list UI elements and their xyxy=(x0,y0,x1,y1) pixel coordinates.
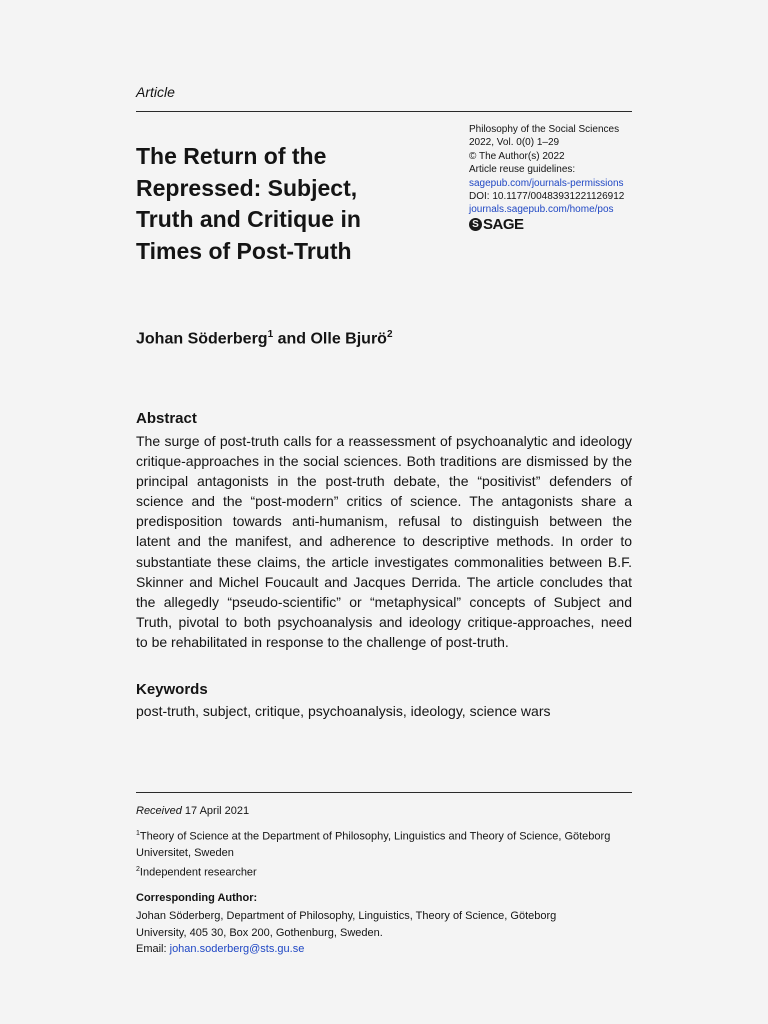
email-label: Email: xyxy=(136,943,170,955)
affiliation-marker: 2 xyxy=(386,329,393,340)
journal-homepage-link[interactable]: journals.sagepub.com/home/pos xyxy=(469,204,614,216)
abstract-line: critique-approaches in the social sciences. Both traditions are dismissed by the xyxy=(136,453,632,470)
article-type-label: Article xyxy=(136,84,175,100)
sage-logo-icon: S xyxy=(469,218,482,231)
affiliation-marker: 2 xyxy=(136,865,140,873)
author-name: Olle Bjurö xyxy=(310,330,387,348)
abstract-line: substantiate these claims, the article investigates commonalities between B.F. xyxy=(136,553,632,570)
publisher-logo xyxy=(469,215,624,233)
abstract-line: predisposition towards anti-humanism, refusal to distinguish between the xyxy=(136,513,632,530)
publisher-name: SAGE xyxy=(483,215,524,233)
email-link[interactable]: johan.soderberg@sts.gu.se xyxy=(169,943,305,955)
author-conjunction: and xyxy=(273,330,311,348)
doi-line: DOI: 10.1177/00483931221126912 xyxy=(469,191,625,203)
reuse-label: Article reuse guidelines: xyxy=(469,164,576,176)
author-name: Johan Söderberg xyxy=(136,330,268,348)
corresponding-address-line: Johan Söderberg, Department of Philosophy, Linguistics, Theory of Science, Göteborg xyxy=(136,910,557,922)
received-value: 17 April 2021 xyxy=(181,805,250,817)
received-date xyxy=(136,805,249,817)
article-title xyxy=(136,141,436,267)
affiliation-text: Theory of Science at the Department of Philosophy, Linguistics and Theory of Science, Göteborg xyxy=(139,830,611,843)
corresponding-address-line: University, 405 30, Box 200, Gothenburg, Sweden. xyxy=(136,926,383,939)
corresponding-author-details xyxy=(136,908,556,958)
affiliations xyxy=(136,826,636,881)
received-label: Received xyxy=(136,805,182,817)
title-line: Repressed: Subject, xyxy=(136,174,358,201)
abstract-line: The surge of post-truth calls for a reassessment of psychoanalytic and ideology xyxy=(136,433,632,449)
abstract-line: latent and the manifest, and adherence to descriptive methods. In order to xyxy=(136,533,632,550)
corresponding-author-heading: Corresponding Author: xyxy=(136,892,258,904)
abstract-heading: Abstract xyxy=(136,410,197,427)
affiliation-1 xyxy=(136,826,636,845)
abstract-text xyxy=(136,431,632,652)
permissions-link[interactable]: sagepub.com/journals-permissions xyxy=(469,177,624,189)
affiliation-2 xyxy=(136,862,636,881)
affiliation-marker: 1 xyxy=(136,830,140,837)
keywords-heading: Keywords xyxy=(136,681,208,698)
abstract-line: to be rehabilitated in response to the challenge of post-truth. xyxy=(136,633,509,650)
affiliation-1-continued: Universitet, Sweden xyxy=(136,847,234,860)
journal-name: Philosophy of the Social Sciences xyxy=(469,124,620,135)
top-divider xyxy=(136,111,632,112)
title-line: Truth and Critique in xyxy=(136,206,361,232)
abstract-line: Skinner and Michel Foucault and Jacques Derrida. The article concludes that xyxy=(136,573,632,590)
abstract-line: science and the “post-modern” critics of science. The antagonists share a xyxy=(136,493,632,510)
affiliation-marker: 1 xyxy=(267,329,274,340)
copyright-line: © The Author(s) 2022 xyxy=(469,150,565,162)
affiliation-text: Independent researcher xyxy=(139,866,257,879)
author-line xyxy=(136,329,393,348)
abstract-line: the allegedly “pseudo-scientific” or “metaphysical” concepts of Subject and xyxy=(136,593,632,610)
abstract-line: principal antagonists in the post-truth debate, the “positivist” defenders of xyxy=(136,473,632,490)
keywords-list: post-truth, subject, critique, psychoanalysis, ideology, science wars xyxy=(136,703,551,719)
corresponding-email xyxy=(136,941,556,958)
footer-divider xyxy=(136,792,632,793)
journal-metadata xyxy=(469,123,624,231)
title-line: Times of Post-Truth xyxy=(136,237,352,264)
title-line: The Return of the xyxy=(136,143,327,169)
journal-volume: 2022, Vol. 0(0) 1–29 xyxy=(469,137,560,149)
abstract-line: Truth, pivotal to both psychoanalysis and ideology critique-approaches, need xyxy=(136,613,632,630)
